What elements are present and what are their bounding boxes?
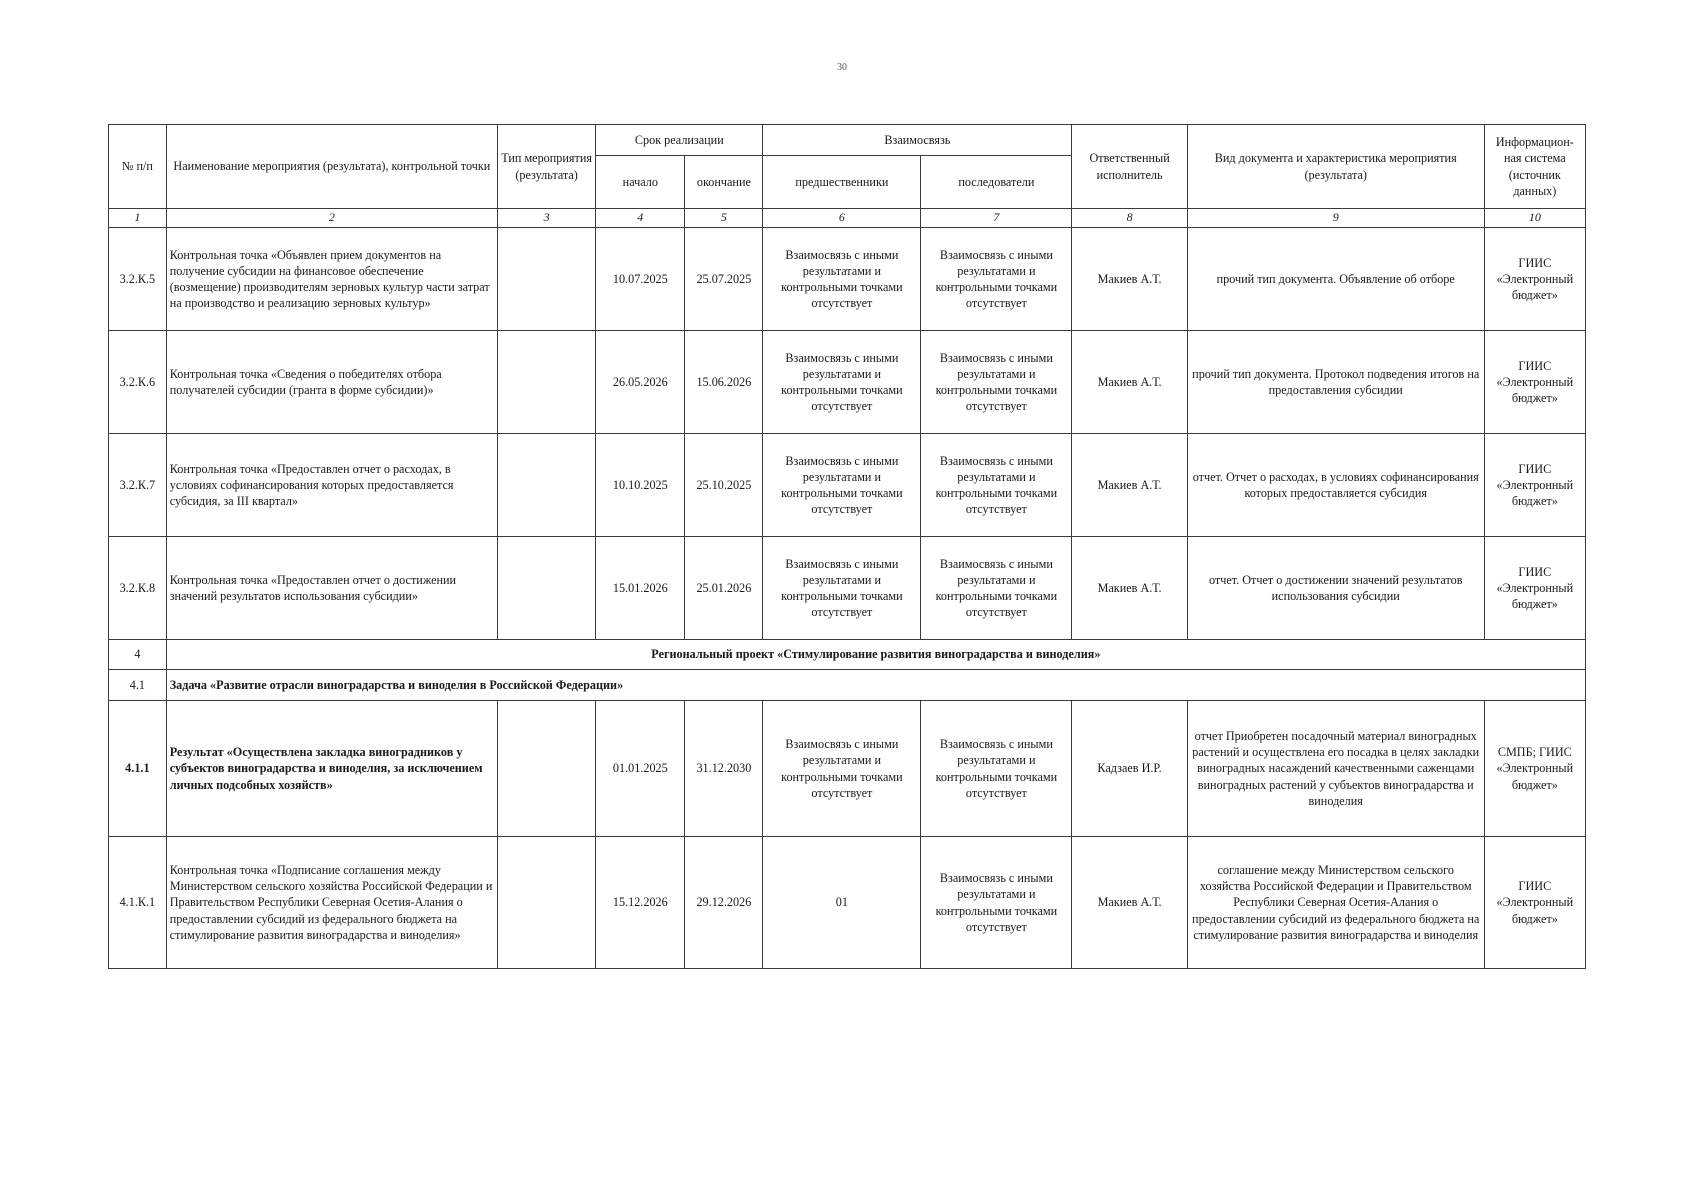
row-name: Контрольная точка «Предоставлен отчет о расходах, в условиях софинансирования которых предоставляется субсидия, за III квартал» — [166, 434, 497, 537]
row-successors: Взаимосвязь с иными результатами и контрольными точками отсутствует — [921, 331, 1072, 434]
row-predecessors: Взаимосвязь с иными результатами и контрольными точками отсутствует — [763, 701, 921, 837]
row-type — [497, 228, 595, 331]
table-row — [109, 331, 1586, 434]
row-num: 3.2.К.6 — [109, 331, 167, 434]
row-system: ГИИС «Электронный бюджет» — [1484, 837, 1585, 969]
header-num: № п/п — [109, 125, 167, 209]
row-predecessors: Взаимосвязь с иными результатами и контрольными точками отсутствует — [763, 331, 921, 434]
column-number: 9 — [1187, 209, 1484, 228]
header-responsible: Ответственный исполнитель — [1072, 125, 1187, 209]
row-start: 01.01.2025 — [596, 701, 685, 837]
table-row — [109, 537, 1586, 640]
row-start: 15.12.2026 — [596, 837, 685, 969]
row-doc: прочий тип документа. Протокол подведения итогов на предоставления субсидии — [1187, 331, 1484, 434]
row-predecessors: Взаимосвязь с иными результатами и контрольными точками отсутствует — [763, 434, 921, 537]
column-number: 7 — [921, 209, 1072, 228]
header-successors: последователи — [921, 156, 1072, 209]
row-system: ГИИС «Электронный бюджет» — [1484, 228, 1585, 331]
row-num: 4.1.К.1 — [109, 837, 167, 969]
column-number: 10 — [1484, 209, 1585, 228]
row-successors: Взаимосвязь с иными результатами и контрольными точками отсутствует — [921, 701, 1072, 837]
row-successors: Взаимосвязь с иными результатами и контрольными точками отсутствует — [921, 537, 1072, 640]
row-name: Контрольная точка «Предоставлен отчет о достижении значений результатов использования субсидии» — [166, 537, 497, 640]
header-name: Наименование мероприятия (результата), контрольной точки — [166, 125, 497, 209]
header-info-system: Информацион-ная система (источник данных) — [1484, 125, 1585, 209]
row-doc: отчет. Отчет о расходах, в условиях софинансирования которых предоставляется субсидия — [1187, 434, 1484, 537]
row-doc: отчет. Отчет о достижении значений результатов использования субсидии — [1187, 537, 1484, 640]
row-responsible: Макиев А.Т. — [1072, 537, 1187, 640]
row-system: ГИИС «Электронный бюджет» — [1484, 537, 1585, 640]
column-number: 5 — [685, 209, 763, 228]
row-doc: отчет Приобретен посадочный материал виноградных растений и осуществлена его посадка в целях закладки виноградных насаждений качественными саженцами виноградных растений у субъектов виноградарства и виноделия — [1187, 701, 1484, 837]
column-number: 1 — [109, 209, 167, 228]
row-type — [497, 537, 595, 640]
row-system: ГИИС «Электронный бюджет» — [1484, 331, 1585, 434]
row-predecessors: Взаимосвязь с иными результатами и контрольными точками отсутствует — [763, 228, 921, 331]
row-responsible: Макиев А.Т. — [1072, 228, 1187, 331]
table-row — [109, 228, 1586, 331]
row-successors: Взаимосвязь с иными результатами и контрольными точками отсутствует — [921, 837, 1072, 969]
row-type — [497, 434, 595, 537]
header-row-1 — [109, 125, 1586, 156]
row-end: 31.12.2030 — [685, 701, 763, 837]
row-system: ГИИС «Электронный бюджет» — [1484, 434, 1585, 537]
row-predecessors: 01 — [763, 837, 921, 969]
page-number: 30 — [837, 62, 847, 73]
table-row — [109, 837, 1586, 969]
row-start: 15.01.2026 — [596, 537, 685, 640]
row-system: СМПБ; ГИИС «Электронный бюджет» — [1484, 701, 1585, 837]
task-row — [109, 670, 1586, 701]
header-period-start: начало — [596, 156, 685, 209]
row-responsible: Макиев А.Т. — [1072, 434, 1187, 537]
row-successors: Взаимосвязь с иными результатами и контрольными точками отсутствует — [921, 434, 1072, 537]
header-type: Тип мероприятия (результата) — [497, 125, 595, 209]
row-end: 25.07.2025 — [685, 228, 763, 331]
row-num: 3.2.К.5 — [109, 228, 167, 331]
section-num: 4 — [109, 640, 167, 670]
header-period-end: окончание — [685, 156, 763, 209]
row-responsible: Макиев А.Т. — [1072, 837, 1187, 969]
row-responsible: Кадзаев И.Р. — [1072, 701, 1187, 837]
header-predecessors: предшественники — [763, 156, 921, 209]
plan-table — [108, 124, 1586, 969]
row-name: Контрольная точка «Подписание соглашения между Министерством сельского хозяйства Российской Федерации и Правительством Республики Северная Осетия-Алания о предоставлении субсидий из федерального бюджета на стимулирование развития виноградарства и виноделия» — [166, 837, 497, 969]
task-num: 4.1 — [109, 670, 167, 701]
column-number: 4 — [596, 209, 685, 228]
row-start: 10.10.2025 — [596, 434, 685, 537]
row-type — [497, 837, 595, 969]
column-number: 2 — [166, 209, 497, 228]
row-num: 3.2.К.8 — [109, 537, 167, 640]
header-doc-type: Вид документа и характеристика мероприятия (результата) — [1187, 125, 1484, 209]
row-doc: соглашение между Министерством сельского хозяйства Российской Федерации и Правительством Республики Северная Осетия-Алания о предоставлении субсидий из федерального бюджета на стимулирование развития виноградарства и виноделия — [1187, 837, 1484, 969]
row-responsible: Макиев А.Т. — [1072, 331, 1187, 434]
row-name: Контрольная точка «Объявлен прием документов на получение субсидии на финансовое обеспечение (возмещение) производителям зерновых культур части затрат на производство и реализацию зерновых культур» — [166, 228, 497, 331]
column-number: 6 — [763, 209, 921, 228]
section-row — [109, 640, 1586, 670]
section-title: Региональный проект «Стимулирование развития виноградарства и виноделия» — [166, 640, 1585, 670]
row-successors: Взаимосвязь с иными результатами и контрольными точками отсутствует — [921, 228, 1072, 331]
header-period: Срок реализации — [596, 125, 763, 156]
column-number: 8 — [1072, 209, 1187, 228]
row-type — [497, 701, 595, 837]
row-name: Контрольная точка «Сведения о победителях отбора получателей субсидии (гранта в форме субсидии)» — [166, 331, 497, 434]
header-link: Взаимосвязь — [763, 125, 1072, 156]
row-num: 4.1.1 — [109, 701, 167, 837]
row-num: 3.2.К.7 — [109, 434, 167, 537]
row-type — [497, 331, 595, 434]
table-row — [109, 434, 1586, 537]
row-name: Результат «Осуществлена закладка виноградников у субъектов виноградарства и виноделия, за исключением личных подсобных хозяйств» — [166, 701, 497, 837]
row-start: 26.05.2026 — [596, 331, 685, 434]
column-numbers-row — [109, 209, 1586, 228]
row-end: 25.01.2026 — [685, 537, 763, 640]
table-row — [109, 701, 1586, 837]
row-end: 25.10.2025 — [685, 434, 763, 537]
row-start: 10.07.2025 — [596, 228, 685, 331]
row-end: 15.06.2026 — [685, 331, 763, 434]
task-title: Задача «Развитие отрасли виноградарства и виноделия в Российской Федерации» — [166, 670, 1585, 701]
row-doc: прочий тип документа. Объявление об отборе — [1187, 228, 1484, 331]
column-number: 3 — [497, 209, 595, 228]
row-predecessors: Взаимосвязь с иными результатами и контрольными точками отсутствует — [763, 537, 921, 640]
row-end: 29.12.2026 — [685, 837, 763, 969]
